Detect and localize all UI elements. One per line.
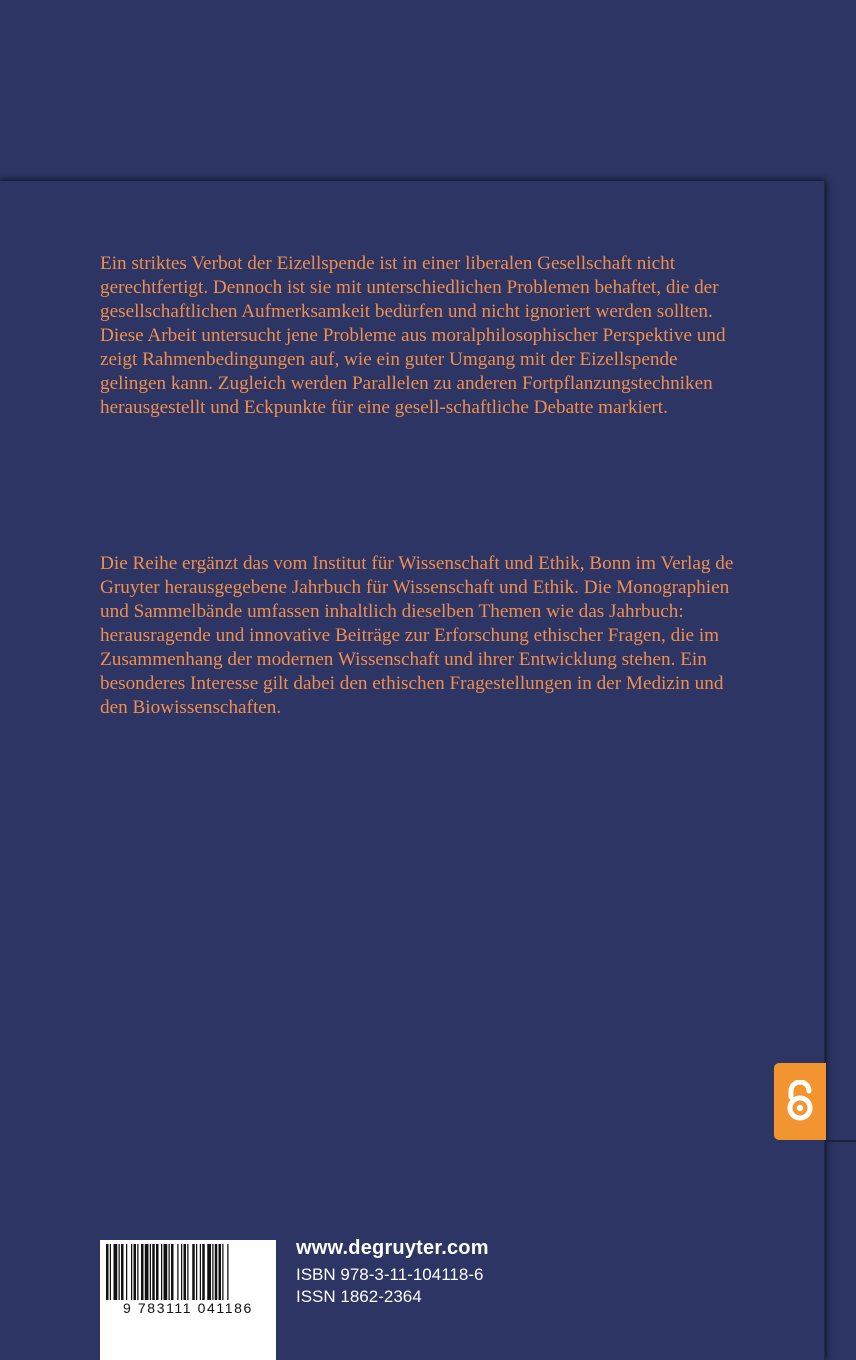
barcode-bar bbox=[145, 1244, 149, 1300]
barcode-bar bbox=[202, 1244, 205, 1300]
open-access-icon bbox=[784, 1080, 816, 1124]
publisher-url: www.degruyter.com bbox=[296, 1237, 489, 1259]
barcode-bar bbox=[184, 1244, 187, 1300]
blurb-paragraph-series: Die Reihe ergänzt das vom Institut für Wissenschaft und Ethik, Bonn im Verlag de Gruyter herausgegebene Jahrbuch für Wissenschaft und Ethik. Die Monographien und Sammelbände umfassen inhaltlich dieselben Themen wie das Jahrbuch: herausragende und innovative Beiträge zur Erforschung ethischer Fragen, die im Zusammenhang der modernen Wissenschaft und ihrer Entwicklung stehen. Ein besonderes Interesse gilt dabei den ethischen Fragestellungen in der Medizin und den Biowissenschaften. bbox=[100, 553, 734, 718]
barcode-bar bbox=[161, 1244, 162, 1300]
barcode-bar bbox=[106, 1244, 109, 1300]
barcode-bar bbox=[114, 1244, 118, 1300]
barcode-bar bbox=[177, 1244, 178, 1300]
barcode-bar bbox=[171, 1244, 174, 1300]
barcode-bar bbox=[215, 1244, 218, 1300]
barcode-bar bbox=[169, 1244, 170, 1300]
barcode-bar bbox=[131, 1244, 132, 1300]
barcode-bar bbox=[137, 1244, 138, 1300]
open-access-badge bbox=[774, 1063, 826, 1140]
barcode-bar bbox=[192, 1244, 195, 1300]
fold-line bbox=[826, 1140, 856, 1142]
barcode-bar bbox=[164, 1244, 168, 1300]
barcode-bar bbox=[222, 1244, 223, 1300]
barcode-bar bbox=[110, 1244, 111, 1300]
barcode-bar bbox=[207, 1244, 211, 1300]
isbn-number: ISBN 978-3-11-104118-6 bbox=[296, 1265, 484, 1284]
barcode-bar bbox=[119, 1244, 120, 1300]
barcode-bar bbox=[219, 1244, 222, 1300]
barcode-bar bbox=[212, 1244, 213, 1300]
barcode-bars bbox=[106, 1244, 270, 1300]
barcode-bar bbox=[187, 1244, 188, 1300]
barcode-bar bbox=[200, 1244, 201, 1300]
barcode-bar bbox=[152, 1244, 155, 1300]
blurb-paragraph-book: Ein striktes Verbot der Eizellspende ist in einer liberalen Gesellschaft nicht gerechtfertigt. Dennoch ist sie mit unterschiedlichen Problemen behaftet, die der gesellschaftlichen Aufmerksamkeit bedürfen und nicht ignoriert werden sollten. Diese Arbeit untersucht jene Probleme aus moralphilosophischer Perspektive und zeigt Rahmenbedingungen auf, wie ein guter Umgang mit der Eizellspende gelingen kann. Zugleich werden Parallelen zu anderen Fortpflanzungstechniken herausgestellt und Eckpunkte für eine gesell-schaftliche Debatte markiert. bbox=[100, 253, 726, 418]
barcode-bar bbox=[126, 1244, 127, 1300]
barcode-bar bbox=[196, 1244, 197, 1300]
barcode-bar bbox=[150, 1244, 151, 1300]
barcode-bar bbox=[227, 1244, 228, 1300]
panel-edge bbox=[824, 181, 825, 1360]
barcode-digits: 9 783111 041186 bbox=[123, 1300, 253, 1316]
barcode-bar bbox=[181, 1244, 182, 1300]
barcode-bar bbox=[156, 1244, 159, 1300]
barcode-bar bbox=[121, 1244, 124, 1300]
barcode-bar bbox=[134, 1244, 137, 1300]
barcode-bar bbox=[141, 1244, 144, 1300]
issn-number: ISSN 1862-2364 bbox=[296, 1287, 422, 1306]
barcode bbox=[100, 1240, 276, 1360]
